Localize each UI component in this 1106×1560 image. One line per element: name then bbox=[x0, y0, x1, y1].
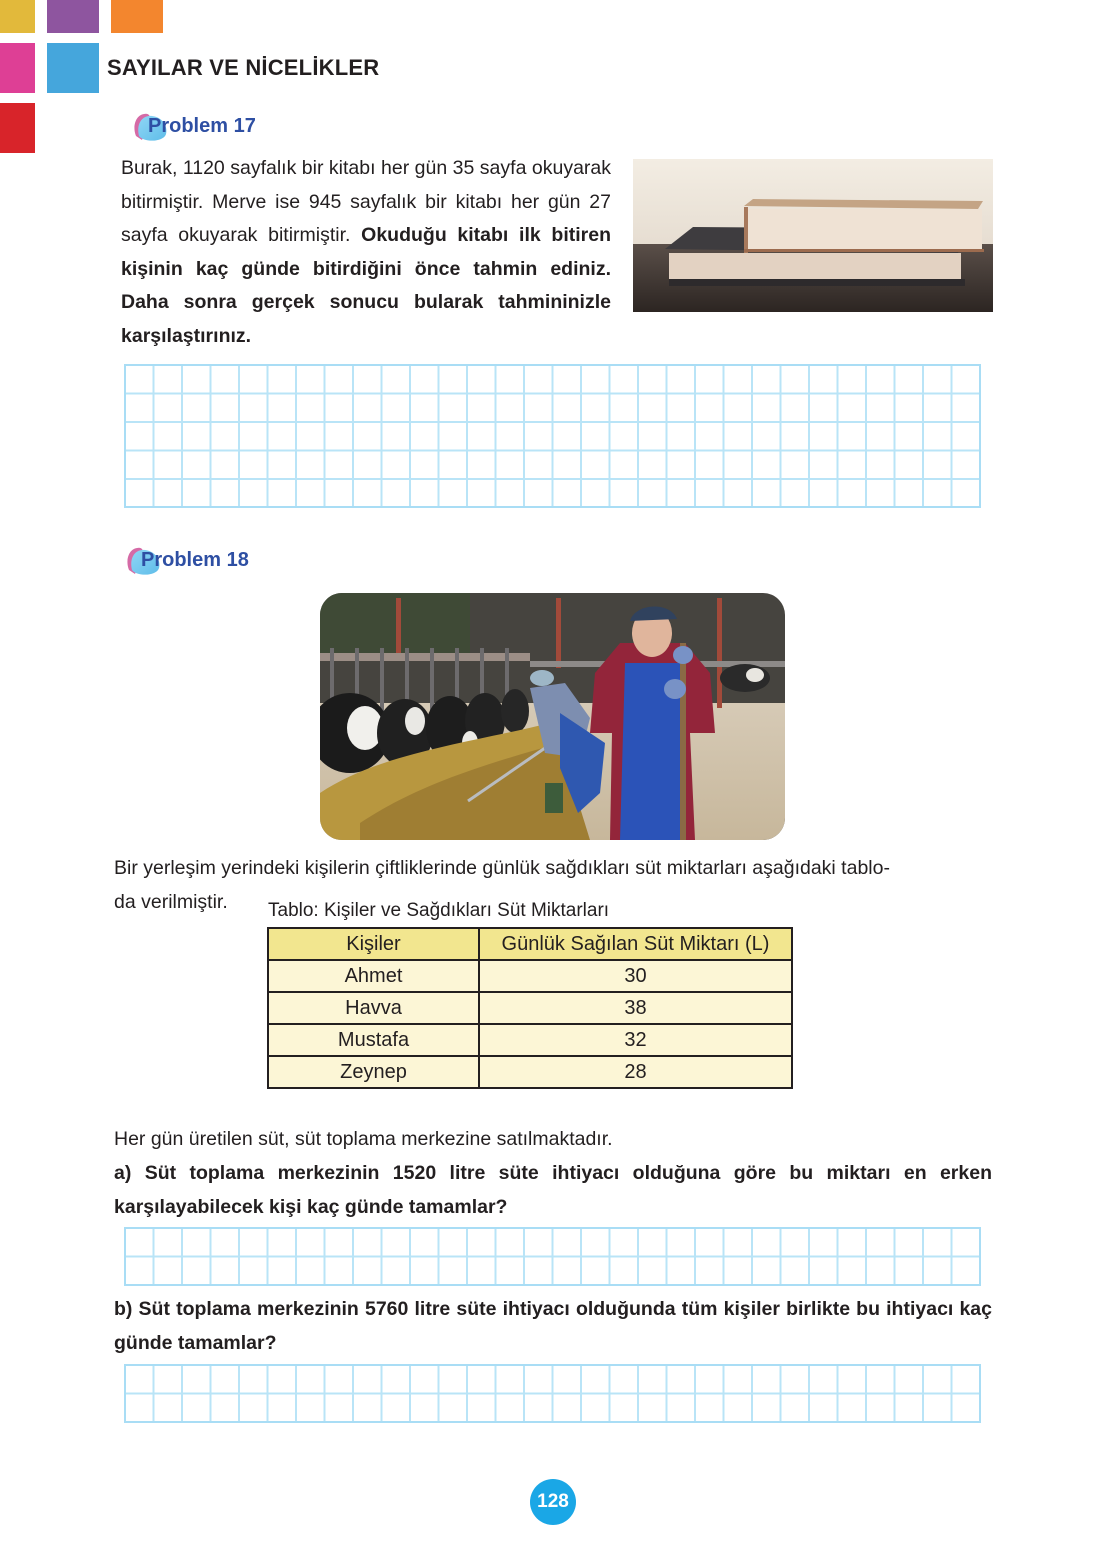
question-a-answer-grid[interactable] bbox=[124, 1227, 981, 1286]
milk-table bbox=[267, 927, 793, 1089]
problem-17-label: Problem 17 bbox=[148, 115, 256, 137]
problem-17-text bbox=[121, 152, 611, 353]
header-people: Kişiler bbox=[268, 928, 479, 960]
decor-square-yellow bbox=[0, 0, 35, 33]
cell-amount: 38 bbox=[479, 992, 792, 1024]
cell-amount: 32 bbox=[479, 1024, 792, 1056]
cell-name: Ahmet bbox=[268, 960, 479, 992]
decor-square-red bbox=[0, 103, 35, 153]
cell-amount: 28 bbox=[479, 1056, 792, 1088]
table-header-row bbox=[268, 928, 792, 960]
problem-17-question: Okuduğu kitabı ilk bitiren kişinin kaç günde bitirdiğini önce tahmin ediniz. Daha sonra gerçek sonucu bularak tahmininizle karşılaştırınız. bbox=[121, 224, 611, 347]
table-row bbox=[268, 992, 792, 1024]
decor-square-pink bbox=[0, 43, 35, 93]
table-row bbox=[268, 1024, 792, 1056]
farm-image-icon bbox=[320, 593, 785, 840]
table-row bbox=[268, 1056, 792, 1088]
problem-18-statement: Her gün üretilen süt, süt toplama merkezine satılmaktadır. bbox=[114, 1128, 613, 1150]
header-milk-amount: Günlük Sağılan Süt Miktarı (L) bbox=[479, 928, 792, 960]
question-b: b) Süt toplama merkezinin 5760 litre süte ihtiyacı olduğunda tüm kişiler birlikte bu ihtiyacı kaç günde tamamlar? bbox=[114, 1298, 992, 1354]
question-a: a) Süt toplama merkezinin 1520 litre süte ihtiyacı olduğuna göre bu miktarı en erken karşılayabilecek kişi kaç günde tamamlar? bbox=[114, 1162, 992, 1218]
cell-name: Mustafa bbox=[268, 1024, 479, 1056]
cell-name: Zeynep bbox=[268, 1056, 479, 1088]
problem-17-statement: Burak, 1120 sayfalık bir kitabı her gün 35 sayfa okuyarak bitirmiştir. Merve ise 945 sayfalık bir kitabı her gün 27 sayfa okuyarak bitirmiştir. bbox=[121, 157, 611, 246]
books-image-icon bbox=[633, 159, 993, 312]
page-number: 128 bbox=[530, 1479, 576, 1525]
problem-18-label: Problem 18 bbox=[141, 549, 249, 571]
books-photo bbox=[633, 159, 993, 312]
table-caption: Tablo: Kişiler ve Sağdıkları Süt Miktarları bbox=[268, 900, 610, 921]
decor-square-purple bbox=[47, 0, 99, 33]
problem-17-answer-grid[interactable] bbox=[124, 364, 981, 508]
problem-18-intro-cont: da verilmiştir. bbox=[114, 891, 228, 913]
decor-square-blue bbox=[47, 43, 99, 93]
cell-name: Havva bbox=[268, 992, 479, 1024]
decor-square-orange bbox=[111, 0, 163, 33]
question-b-answer-grid[interactable] bbox=[124, 1364, 981, 1423]
problem-18-intro: Bir yerleşim yerindeki kişilerin çiftliklerinde günlük sağdıkları süt miktarları aşağıdaki tablo- bbox=[114, 857, 890, 879]
table-row bbox=[268, 960, 792, 992]
section-title: SAYILAR VE NİCELİKLER bbox=[107, 55, 380, 80]
cell-amount: 30 bbox=[479, 960, 792, 992]
farm-photo bbox=[320, 593, 785, 840]
